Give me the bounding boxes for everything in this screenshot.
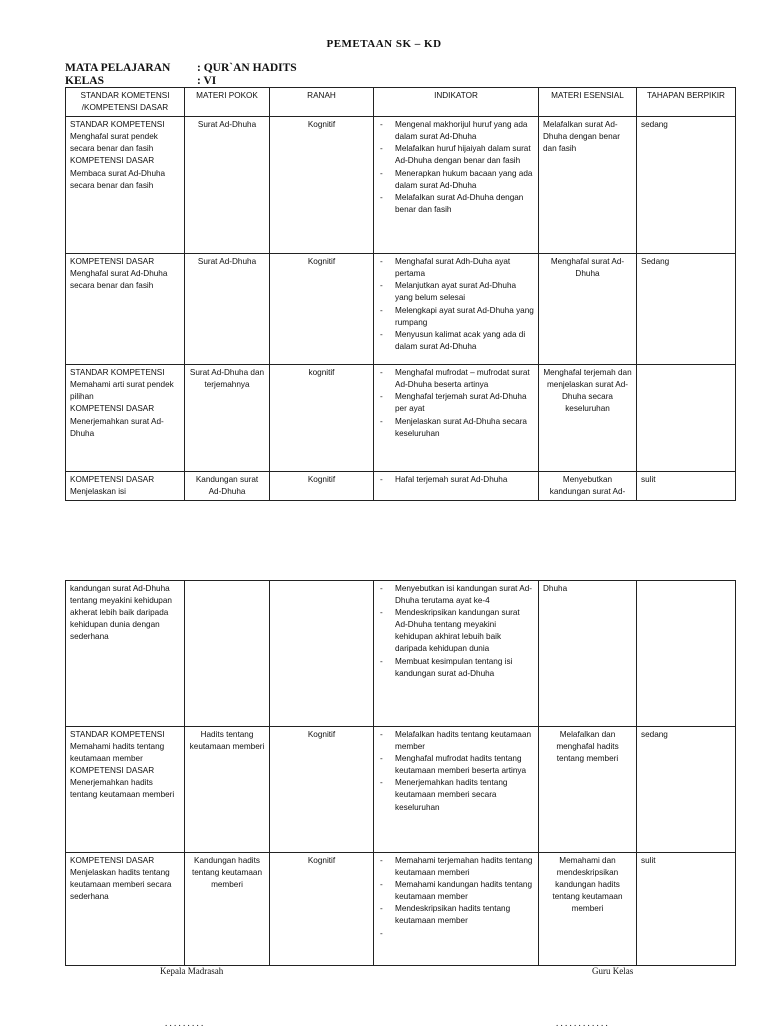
cell-indikator bbox=[374, 581, 539, 727]
cell-tahapan-berpikir: Sedang bbox=[637, 254, 736, 365]
indicator-item: - Menjelaskan surat Ad-Dhuha secara keseluruhan bbox=[378, 416, 534, 440]
cell-materi-pokok: Surat Ad-Dhuha bbox=[185, 117, 270, 254]
cell-indikator bbox=[374, 254, 539, 365]
cell-sk-kd: KOMPETENSI DASAR Menjelaskan isi bbox=[66, 472, 185, 501]
cell-ranah bbox=[270, 581, 374, 727]
cell-indikator bbox=[374, 727, 539, 853]
class-line bbox=[65, 75, 216, 87]
cell-sk-kd: KOMPETENSI DASAR Menjelaskan hadits tentang keutamaan memberi secara sederhana bbox=[66, 853, 185, 966]
indicator-list bbox=[378, 729, 534, 814]
table-row bbox=[66, 117, 736, 254]
cut-off-text-left: . . . . . . . . . bbox=[165, 1018, 204, 1028]
cell-tahapan-berpikir: sedang bbox=[637, 117, 736, 254]
cell-materi-pokok: Kandungan surat Ad-Dhuha bbox=[185, 472, 270, 501]
document-title: PEMETAAN SK – KD bbox=[326, 38, 442, 50]
indicator-list bbox=[378, 583, 534, 680]
indicator-item: - Menerapkan hukum bacaan yang ada dalam surat Ad-Dhuha bbox=[378, 168, 534, 192]
indicator-item: - Melafalkan hadits tentang keutamaan member bbox=[378, 729, 534, 753]
indicator-item: - Menghafal terjemah surat Ad-Dhuha per ayat bbox=[378, 391, 534, 415]
cell-sk-kd: STANDAR KOMPETENSI Menghafal surat pendek secara benar dan fasih KOMPETENSI DASAR Membaca surat Ad-Dhuha secara benar dan fasih bbox=[66, 117, 185, 254]
mapping-table-page2 bbox=[65, 580, 736, 966]
cell-indikator bbox=[374, 472, 539, 501]
table-row bbox=[66, 727, 736, 853]
cell-materi-esensial: Menghafal terjemah dan menjelaskan surat Ad-Dhuha secara keseluruhan bbox=[539, 365, 637, 472]
cell-materi-pokok bbox=[185, 581, 270, 727]
indicator-item: - Mendeskripsikan hadits tentang keutamaan member bbox=[378, 903, 534, 927]
indicator-list bbox=[378, 367, 534, 440]
header-ranah: RANAH bbox=[270, 88, 374, 117]
table-row bbox=[66, 472, 736, 501]
indicator-list bbox=[378, 855, 534, 928]
cell-ranah: Kognitif bbox=[270, 853, 374, 966]
cell-sk-kd: STANDAR KOMPETENSI Memahami arti surat pendek pilihan KOMPETENSI DASAR Menerjemahkan surat Ad-Dhuha bbox=[66, 365, 185, 472]
cell-tahapan-berpikir: sedang bbox=[637, 727, 736, 853]
signature-right: Guru Kelas bbox=[592, 966, 634, 976]
table-row bbox=[66, 365, 736, 472]
cell-materi-esensial: Menghafal surat Ad-Dhuha bbox=[539, 254, 637, 365]
indicator-item: - Menerjemahkan hadits tentang keutamaan memberi secara keseluruhan bbox=[378, 777, 534, 813]
signature-left: Kepala Madrasah bbox=[160, 966, 224, 976]
cell-tahapan-berpikir: sulit bbox=[637, 853, 736, 966]
cell-tahapan-berpikir bbox=[637, 581, 736, 727]
cell-materi-esensial: Dhuha bbox=[539, 581, 637, 727]
cell-indikator bbox=[374, 365, 539, 472]
cell-materi-pokok: Surat Ad-Dhuha bbox=[185, 254, 270, 365]
cell-sk-kd: STANDAR KOMPETENSI Memahami hadits tentang keutamaan member KOMPETENSI DASAR Menerjemahkan hadits tentang keutamaan memberi bbox=[66, 727, 185, 853]
cell-materi-esensial: Melafalkan surat Ad-Dhuha dengan benar dan fasih bbox=[539, 117, 637, 254]
cell-ranah: Kognitif bbox=[270, 472, 374, 501]
cell-sk-kd: KOMPETENSI DASAR Menghafal surat Ad-Dhuha secara benar dan fasih bbox=[66, 254, 185, 365]
cell-ranah: kognitif bbox=[270, 365, 374, 472]
cell-materi-pokok: Kandungan hadits tentang keutamaan memberi bbox=[185, 853, 270, 966]
class-value: : VI bbox=[197, 75, 217, 87]
cell-materi-pokok: Hadits tentang keutamaan memberi bbox=[185, 727, 270, 853]
cell-materi-esensial: Memahami dan mendeskripsikan kandungan hadits tentang keutamaan memberi bbox=[539, 853, 637, 966]
indicator-list bbox=[378, 474, 534, 486]
header-sk-kd: STANDAR KOMETENSI /KOMPETENSI DASAR bbox=[66, 88, 185, 117]
header-materi-esensial: MATERI ESENSIAL bbox=[539, 88, 637, 117]
indicator-item: - Menyusun kalimat acak yang ada di dalam surat Ad-Dhuha bbox=[378, 329, 534, 353]
indicator-item: - Menyebutkan isi kandungan surat Ad-Dhuha terutama ayat ke-4 bbox=[378, 583, 534, 607]
cell-tahapan-berpikir bbox=[637, 365, 736, 472]
cell-ranah: Kognitif bbox=[270, 117, 374, 254]
cut-off-text-right: . . . . . . . . . . . . bbox=[556, 1018, 608, 1028]
subject-label: MATA PELAJARAN bbox=[65, 62, 171, 74]
header-tahapan-berpikir: TAHAPAN BERPIKIR bbox=[637, 88, 736, 117]
header-materi-pokok: MATERI POKOK bbox=[185, 88, 270, 117]
indicator-item: - Melanjutkan ayat surat Ad-Dhuha yang belum selesai bbox=[378, 280, 534, 304]
subject-line bbox=[65, 62, 297, 74]
cell-indikator bbox=[374, 853, 539, 966]
class-label: KELAS bbox=[65, 75, 104, 87]
cell-ranah: Kognitif bbox=[270, 727, 374, 853]
indicator-item: - Mengenal makhorijul huruf yang ada dalam surat Ad-Dhuha bbox=[378, 119, 534, 143]
indicator-list bbox=[378, 256, 534, 353]
cell-materi-esensial: Melafalkan dan menghafal hadits tentang memberi bbox=[539, 727, 637, 853]
indicator-item: - Menghafal surat Adh-Duha ayat pertama bbox=[378, 256, 534, 280]
cell-ranah: Kognitif bbox=[270, 254, 374, 365]
mapping-table-page1 bbox=[65, 87, 736, 501]
indicator-item: - Melafalkan huruf hijaiyah dalam surat Ad-Dhuha dengan benar dan fasih bbox=[378, 143, 534, 167]
subject-value: : QUR`AN HADITS bbox=[197, 62, 297, 74]
indicator-item: - Mendeskripsikan kandungan surat Ad-Dhuha tentang meyakini kehidupan akhirat lebuih baik daripada kehidupan dunia bbox=[378, 607, 534, 655]
cell-tahapan-berpikir: sulit bbox=[637, 472, 736, 501]
indicator-item: - Menghafal mufrodat hadits tentang keutamaan memberi beserta artinya bbox=[378, 753, 534, 777]
table-row bbox=[66, 254, 736, 365]
header-indikator: INDIKATOR bbox=[374, 88, 539, 117]
indicator-item: - Menghafal mufrodat – mufrodat surat Ad-Dhuha beserta artinya bbox=[378, 367, 534, 391]
indicator-item: - Melafalkan surat Ad-Dhuha dengan benar dan fasih bbox=[378, 192, 534, 216]
cell-materi-esensial: Menyebutkan kandungan surat Ad- bbox=[539, 472, 637, 501]
indicator-item: - Membuat kesimpulan tentang isi kandungan surat ad-Dhuha bbox=[378, 656, 534, 680]
indicator-item: - Hafal terjemah surat Ad-Dhuha bbox=[378, 474, 534, 486]
cell-materi-pokok: Surat Ad-Dhuha dan terjemahnya bbox=[185, 365, 270, 472]
indicator-item: - Memahami terjemahan hadits tentang keutamaan memberi bbox=[378, 855, 534, 879]
cell-indikator bbox=[374, 117, 539, 254]
cell-sk-kd: kandungan surat Ad-Dhuha tentang meyakini kehidupan akherat lebih baik daripada kehidupan dunia dengan sederhana bbox=[66, 581, 185, 727]
table-row bbox=[66, 581, 736, 727]
indicator-item: - Melengkapi ayat surat Ad-Dhuha yang rumpang bbox=[378, 305, 534, 329]
table-row bbox=[66, 853, 736, 966]
indicator-list bbox=[378, 119, 534, 216]
indicator-item: - Memahami kandungan hadits tentang keutamaan member bbox=[378, 879, 534, 903]
